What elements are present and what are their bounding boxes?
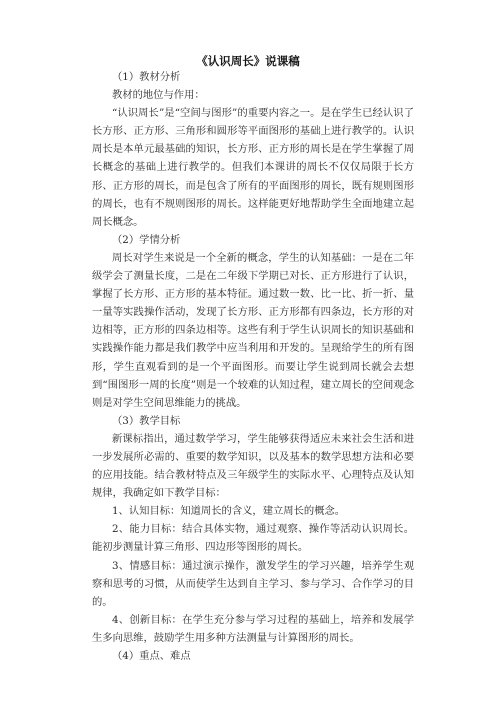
goal-item-emotion: 3、情感目标：通过演示操作，激发学生的学习兴趣，培养学生观察和思考的习惯，从而使学生达到自主学习、参与学习、合作学习的目的。 xyxy=(92,559,414,608)
goal-item-cognitive: 1、认知目标：知道周长的含义，建立周长的概念。 xyxy=(112,505,346,518)
document-body xyxy=(92,68,414,665)
goal-item-ability: 2、能力目标：结合具体实物，通过观察、操作等活动认识周长。能初步测量计算三角形、四边形等图形的周长。 xyxy=(92,523,414,554)
paragraph-role-label: 教材的地位与作用： xyxy=(112,89,205,102)
goal-item-innovation: 4、创新目标：在学生充分参与学习过程的基础上，培养和发展学生多向思维，鼓励学生用多种方法测量与计算图形的周长。 xyxy=(92,613,414,644)
document-title: 《认识周长》说课稿 xyxy=(196,54,300,68)
section-heading-textbook-analysis: （1）教材分析 xyxy=(112,71,181,83)
section-heading-student-analysis: （2）学情分析 xyxy=(112,233,181,246)
paragraph-goals-intro: 新课标指出，通过数学学习，学生能够获得适应未来社会生活和进一步发展所必需的、重要的数学知识，以及基本的数学思想方法和必要的应用技能。结合教材特点及三年级学生的实际水平、心理特点及认知规律，我确定如下教学目标： xyxy=(92,432,414,500)
paragraph-student-analysis: 周长对学生来说是一个全新的概念，学生的认知基础：一是在二年级学会了测量长度，二是在二年级下学期已对长、正方形进行了认识，掌握了长方形、正方形的基本特征。通过数一数、比一比、折一折、量一量等实践操作活动，发现了长方形、正方形都有四条边，长方形的对边相等，正方形的四条边相等。这些有利于学生认识周长的知识基础和实践操作能力都是我们教学中应当利用和开发的。呈现给学生的所有图形，学生直观看到的是一个平面图形。而要让学生说到周长就会去想到“围图形一周的长度”则是一个较难的认知过程，建立周长的空间观念则是对学生空间思维能力的挑战。 xyxy=(92,251,414,409)
section-heading-teaching-goals: （3）教学目标 xyxy=(112,414,181,427)
section-heading-key-points: （4）重点、难点 xyxy=(112,650,191,662)
paragraph-textbook-analysis: “认识周长”是“空间与图形”的重要内容之一。是在学生已经认识了长方形、正方形、三角形和圆形等平面图形的基础上进行教学的。认识周长是本单元最基础的知识，长方形、正方形的周长是在学生掌握了周长概念的基础上进行教学的。但我们本课讲的周长不仅仅局限于长方形、正方形的周长，而是包含了所有的平面图形的周长，既有规则图形的周长，也有不规则图形的周长。这样能更好地帮助学生全面地建立起周长概念。 xyxy=(92,107,414,228)
